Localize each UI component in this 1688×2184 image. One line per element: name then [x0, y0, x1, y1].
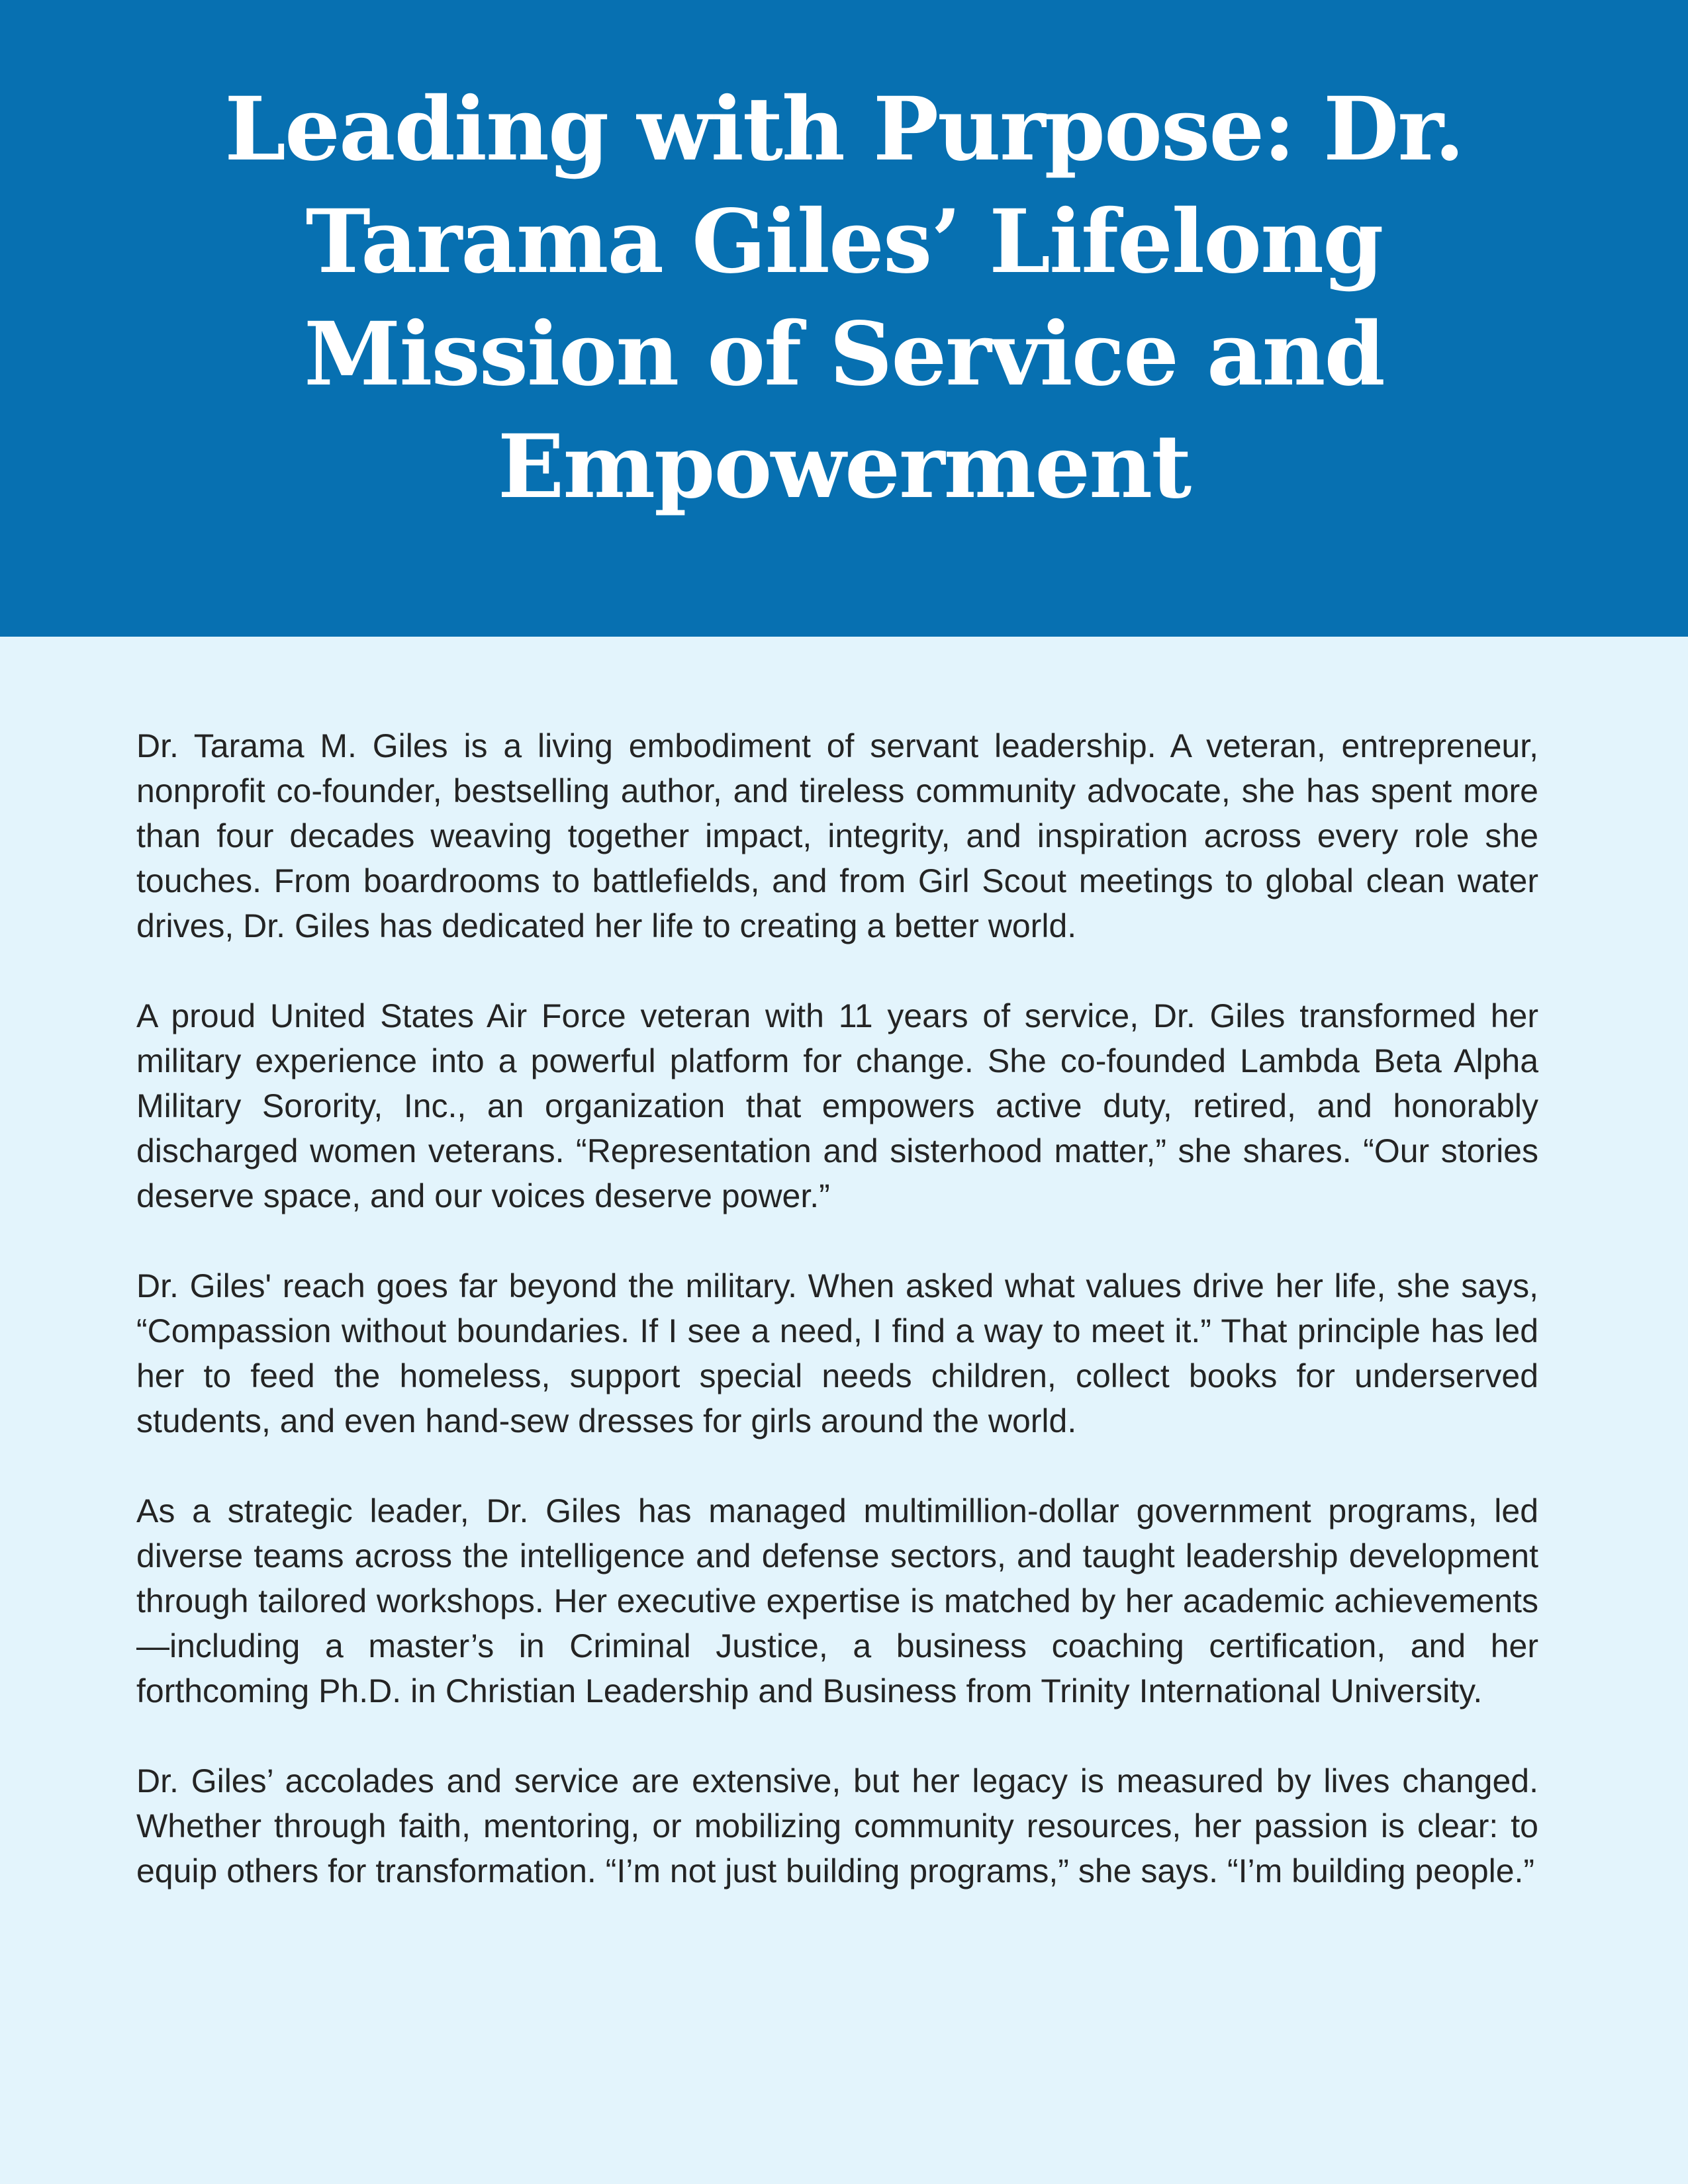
article-paragraph: Dr. Giles' reach goes far beyond the military. When asked what values drive her life, she says, “Compassion without boundaries. If I see a need, I find a way to meet it.” That principle has led her to feed the homeless, support special needs children, collect books for underserved students, and even hand-sew dresses for girls around the world. — [136, 1267, 1538, 1439]
article-paragraph: Dr. Tarama M. Giles is a living embodiment of servant leadership. A veteran, entrepreneur, nonprofit co-founder, bestselling author, and tireless community advocate, she has spent more than four decades weaving together impact, integrity, and inspiration across every role she touches. From boardrooms to battlefields, and from Girl Scout meetings to global clean water drives, Dr. Giles has dedicated her life to creating a better world. — [136, 727, 1538, 944]
article-paragraph: Dr. Giles’ accolades and service are extensive, but her legacy is measured by lives changed. Whether through faith, mentoring, or mobilizing community resources, her passion is clear: to equip others for transformation. “I’m not just building programs,” she says. “I’m building people.” — [136, 1762, 1538, 1889]
article-title: Leading with Purpose: Dr. Tarama Giles’ Lifelong Mission of Service and Empowerment — [224, 78, 1464, 518]
article-paragraph: As a strategic leader, Dr. Giles has managed multimillion-dollar government programs, led diverse teams across the intelligence and defense sectors, and taught leadership development through tailored workshops. Her executive expertise is matched by her academic achievements—including a master’s in Criminal Justice, a business coaching certification, and her forthcoming Ph.D. in Christian Leadership and Business from Trinity International University. — [136, 1492, 1538, 1709]
article-paragraph: A proud United States Air Force veteran with 11 years of service, Dr. Giles transformed her military experience into a powerful platform for change. She co-founded Lambda Beta Alpha Military Sorority, Inc., an organization that empowers active duty, retired, and honorably discharged women veterans. “Representation and sisterhood matter,” she shares. “Our stories deserve space, and our voices deserve power.” — [136, 997, 1538, 1214]
article-body — [136, 723, 1538, 1938]
header-banner — [0, 0, 1688, 637]
